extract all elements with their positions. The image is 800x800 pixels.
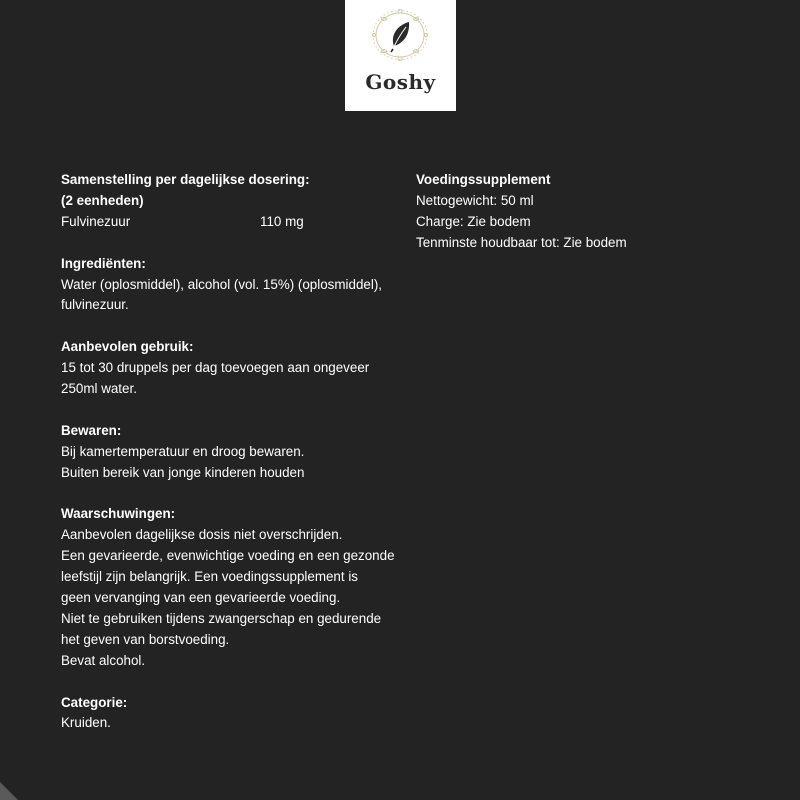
category-line: Kruiden. — [61, 715, 111, 731]
composition-row-name: Fulvinezuur — [61, 213, 131, 229]
ingredients-heading: Ingrediënten: — [61, 255, 146, 271]
composition-heading: Samenstelling per dagelijkse dosering: — [61, 172, 310, 187]
brand-logo — [345, 0, 456, 111]
storage-line: Buiten bereik van jonge kinderen houden — [61, 464, 305, 480]
usage-section — [61, 337, 401, 400]
usage-line: 15 tot 30 druppels per dag toevoegen aan ongeveer — [61, 360, 370, 376]
corner-fold-decoration — [0, 778, 22, 800]
composition-row — [61, 212, 401, 233]
brand-name: Goshy — [365, 70, 436, 94]
batch-line: Charge: Zie bodem — [416, 213, 531, 229]
warnings-line: Een gevarieerde, evenwichtige voeding en een gezonde — [61, 548, 395, 564]
usage-line: 250ml water. — [61, 381, 137, 397]
ingredients-line: fulvinezuur. — [61, 297, 129, 313]
label-right-column — [416, 170, 756, 275]
ingredients-section — [61, 254, 401, 317]
warnings-line: Aanbevolen dagelijkse dosis niet overschrijden. — [61, 527, 343, 543]
label-left-column — [61, 170, 401, 755]
warnings-line: Bevat alcohol. — [61, 652, 146, 668]
category-section — [61, 693, 401, 735]
composition-row-amount: 110 mg — [260, 213, 304, 229]
composition-section — [61, 170, 401, 233]
storage-heading: Bewaren: — [61, 422, 122, 438]
composition-subheading: (2 eenheden) — [61, 192, 144, 208]
warnings-heading: Waarschuwingen: — [61, 506, 176, 522]
warnings-line: Niet te gebruiken tijdens zwangerschap en gedurende — [61, 610, 382, 626]
category-heading: Categorie: — [61, 694, 128, 710]
best-before-line: Tenminste houdbaar tot: Zie bodem — [416, 234, 627, 250]
warnings-section — [61, 504, 401, 671]
leaf-emblem-icon — [369, 9, 431, 61]
usage-heading: Aanbevolen gebruik: — [61, 339, 194, 355]
supplement-section — [416, 170, 756, 254]
storage-line: Bij kamertemperatuur en droog bewaren. — [61, 443, 305, 459]
warnings-line: het geven van borstvoeding. — [61, 631, 230, 647]
ingredients-line: Water (oplosmiddel), alcohol (vol. 15%) (oplosmiddel), — [61, 276, 383, 292]
net-weight-line: Nettogewicht: 50 ml — [416, 192, 534, 208]
storage-section — [61, 421, 401, 484]
supplement-heading: Voedingssupplement — [416, 172, 551, 187]
warnings-line: geen vervanging van een gevarieerde voeding. — [61, 590, 341, 606]
warnings-line: leefstijl zijn belangrijk. Een voedingssupplement is — [61, 569, 358, 585]
